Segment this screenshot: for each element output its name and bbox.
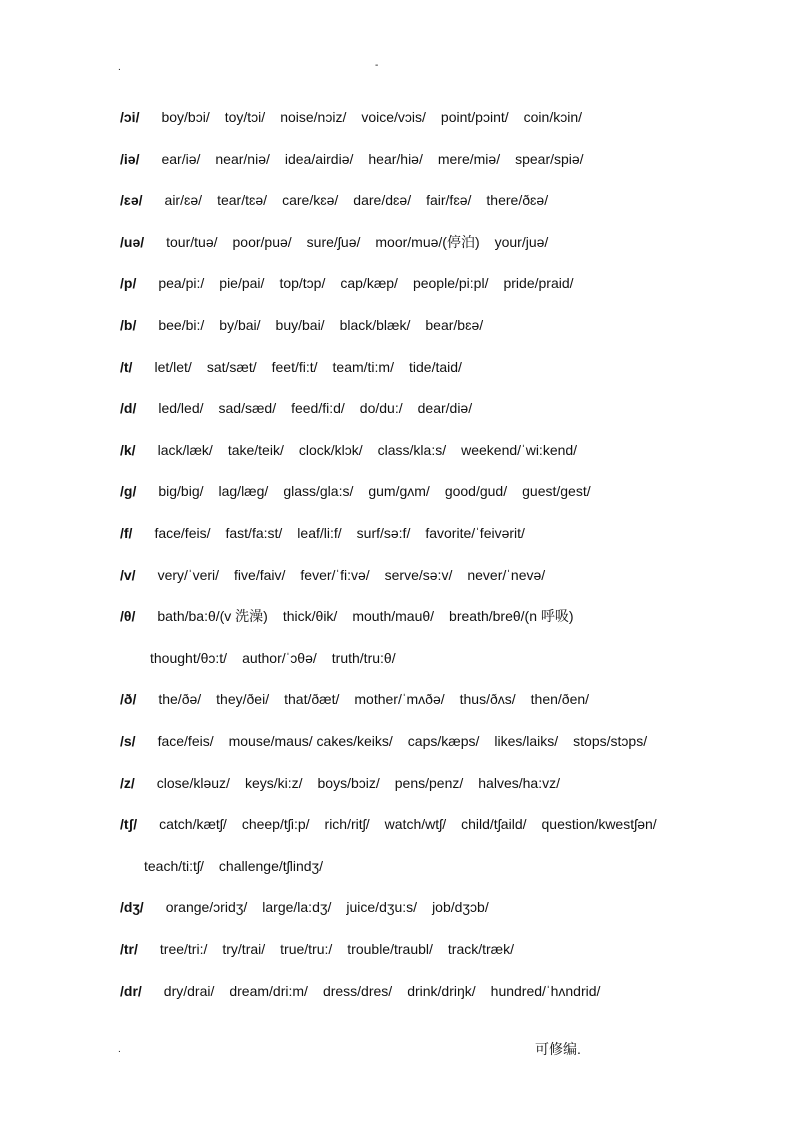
example-word: face/feis/: [157, 733, 214, 749]
example-word: tour/tuə/: [166, 234, 218, 250]
example-word: tree/tri:/: [159, 941, 208, 957]
phoneme-row: [120, 313, 754, 337]
phoneme-symbol: /tr/: [120, 941, 138, 957]
phoneme-symbol: /k/: [120, 442, 136, 458]
example-word: feed/fi:d/: [291, 400, 345, 416]
example-word: orange/ɔridʒ/: [165, 899, 248, 915]
example-word: job/dʒɔb/: [432, 899, 489, 915]
phoneme-row: [120, 895, 754, 919]
example-word: rich/ritʃ/: [324, 816, 370, 832]
example-word: black/blæk/: [339, 317, 411, 333]
example-word: pie/pai/: [219, 275, 265, 291]
example-word: mother/ˈmʌðə/: [354, 691, 445, 707]
example-word: let/let/: [154, 359, 192, 375]
example-word: cap/kæp/: [340, 275, 398, 291]
phoneme-symbol: /dʒ/: [120, 899, 144, 915]
example-word: gum/gʌm/: [368, 483, 430, 499]
example-word: fair/fɛə/: [426, 192, 472, 208]
example-word: sure/ʃuə/: [306, 234, 361, 250]
phoneme-row: [120, 604, 754, 628]
example-word: big/big/: [158, 483, 204, 499]
example-word: keys/ki:z/: [244, 775, 303, 791]
example-word: hundred/ˈhʌndrid/: [490, 983, 601, 999]
example-word: bee/bi:/: [158, 317, 205, 333]
example-word: spear/spiə/: [515, 151, 584, 167]
example-word: author/ˈɔθə/: [242, 650, 317, 666]
example-word: then/ðen/: [530, 691, 590, 707]
phoneme-symbol: /g/: [120, 483, 137, 499]
example-word: mere/miə/: [437, 151, 501, 167]
example-word: weekend/ˈwi:kend/: [461, 442, 578, 458]
example-word: drink/driŋk/: [407, 983, 476, 999]
example-word: caps/kæps/: [407, 733, 480, 749]
example-word: dare/dɛə/: [353, 192, 412, 208]
example-word: noise/nɔiz/: [280, 109, 347, 125]
example-word: your/juə/: [494, 234, 549, 250]
example-word: guest/gest/: [522, 483, 591, 499]
example-word: feet/fi:t/: [271, 359, 318, 375]
phoneme-row: [120, 687, 754, 711]
example-word: people/pi:pl/: [412, 275, 489, 291]
example-word: teach/ti:tʃ/: [144, 858, 204, 874]
example-word: question/kwestʃən/: [541, 816, 657, 832]
phoneme-row: [120, 147, 754, 171]
example-word: ear/iə/: [161, 151, 201, 167]
example-word: sat/sæt/: [206, 359, 257, 375]
example-word: child/tʃaild/: [461, 816, 527, 832]
example-word: idea/airdiə/: [284, 151, 354, 167]
example-word: mouth/mauθ/: [352, 608, 435, 624]
phoneme-row: [120, 479, 754, 503]
example-word: team/ti:m/: [332, 359, 394, 375]
example-word: never/ˈnevə/: [467, 567, 546, 583]
example-word: stops/stɔps/: [573, 733, 648, 749]
header-left-mark: .: [118, 62, 121, 73]
phoneme-symbol: /ð/: [120, 691, 137, 707]
example-word: bath/ba:θ/(v 洗澡): [157, 608, 268, 624]
example-word: take/teik/: [227, 442, 284, 458]
example-word: they/ðei/: [216, 691, 270, 707]
example-word: surf/sə:f/: [356, 525, 411, 541]
example-word: dress/dres/: [322, 983, 393, 999]
example-word: close/kləuz/: [156, 775, 230, 791]
example-word: watch/wtʃ/: [384, 816, 447, 832]
example-word: breath/breθ/(n 呼吸): [449, 608, 574, 624]
example-word: hear/hiə/: [368, 151, 423, 167]
example-word: trouble/traubl/: [347, 941, 433, 957]
example-word: tear/tɛə/: [217, 192, 268, 208]
example-word: challenge/tʃlindʒ/: [218, 858, 324, 874]
phoneme-row: [120, 563, 754, 587]
phoneme-row: [120, 937, 754, 961]
example-word: voice/vɔis/: [361, 109, 426, 125]
example-word: buy/bai/: [275, 317, 325, 333]
phoneme-symbol: /ɔi/: [120, 109, 140, 125]
footer-left-mark: .: [118, 1044, 121, 1055]
example-word: dream/dri:m/: [229, 983, 308, 999]
example-word: clock/klɔk/: [298, 442, 363, 458]
example-word: coin/kɔin/: [523, 109, 582, 125]
phoneme-symbol: /b/: [120, 317, 137, 333]
phoneme-symbol: /iə/: [120, 151, 140, 167]
example-word: pride/praid/: [503, 275, 574, 291]
example-word: catch/kætʃ/: [159, 816, 227, 832]
example-word: cheep/tʃi:p/: [241, 816, 310, 832]
example-word: likes/laiks/: [494, 733, 559, 749]
example-word: five/faiv/: [234, 567, 286, 583]
phoneme-row: [120, 438, 754, 462]
example-word: poor/puə/: [232, 234, 292, 250]
example-word: face/feis/: [154, 525, 211, 541]
example-word: bear/bɛə/: [425, 317, 484, 333]
phoneme-row: [120, 271, 754, 295]
phoneme-row: [120, 396, 754, 420]
phoneme-symbol: /f/: [120, 525, 133, 541]
example-word: boy/bɔi/: [161, 109, 210, 125]
phoneme-row: [120, 355, 754, 379]
phoneme-symbol: /v/: [120, 567, 136, 583]
example-word: lag/læg/: [218, 483, 269, 499]
example-word: point/pɔint/: [440, 109, 509, 125]
example-word: top/tɔp/: [279, 275, 326, 291]
example-word: care/kɛə/: [282, 192, 339, 208]
example-word: sad/sæd/: [218, 400, 277, 416]
example-word: moor/muə/(停泊): [375, 234, 480, 250]
example-word: that/ðæt/: [284, 691, 340, 707]
example-word: tide/taid/: [409, 359, 462, 375]
phoneme-symbol: /uə/: [120, 234, 145, 250]
example-word: boys/bɔiz/: [317, 775, 380, 791]
header-center-mark: -: [375, 60, 379, 71]
example-word: by/bai/: [219, 317, 261, 333]
phoneme-row: [120, 812, 754, 836]
example-word: fever/ˈfi:və/: [300, 567, 370, 583]
example-word: air/ɛə/: [164, 192, 203, 208]
example-word: halves/ha:vz/: [478, 775, 560, 791]
phoneme-symbol: /θ/: [120, 608, 136, 624]
example-word: large/la:dʒ/: [262, 899, 332, 915]
example-word: near/niə/: [215, 151, 270, 167]
phoneme-symbol: /t/: [120, 359, 133, 375]
example-word: class/kla:s/: [377, 442, 447, 458]
example-word: juice/dʒu:s/: [346, 899, 418, 915]
example-word: glass/gla:s/: [283, 483, 354, 499]
example-word: serve/sə:v/: [384, 567, 453, 583]
phoneme-symbol: /dr/: [120, 983, 142, 999]
phoneme-row: [120, 729, 754, 753]
example-word: true/tru:/: [280, 941, 333, 957]
example-word: thick/θik/: [282, 608, 338, 624]
example-word: the/ðə/: [158, 691, 202, 707]
phoneme-symbol: /tʃ/: [120, 816, 138, 832]
phoneme-symbol: /ɛə/: [120, 192, 143, 208]
example-word: favorite/ˈfeivərit/: [425, 525, 525, 541]
example-word: try/trai/: [222, 941, 266, 957]
example-word: very/ˈveri/: [157, 567, 220, 583]
example-word: pea/pi:/: [158, 275, 205, 291]
example-word: fast/fa:st/: [225, 525, 283, 541]
example-word: track/træk/: [447, 941, 515, 957]
example-word: lack/læk/: [157, 442, 213, 458]
example-word: mouse/maus/ cakes/keiks/: [228, 733, 393, 749]
example-word: pens/penz/: [394, 775, 464, 791]
phoneme-symbol: /s/: [120, 733, 136, 749]
example-word: there/ðɛə/: [486, 192, 549, 208]
example-word: do/du:/: [359, 400, 403, 416]
example-word: truth/tru:θ/: [331, 650, 396, 666]
phoneme-row: [144, 854, 754, 878]
example-word: thought/θɔ:t/: [150, 650, 228, 666]
example-word: dear/diə/: [417, 400, 473, 416]
example-word: toy/tɔi/: [224, 109, 266, 125]
phoneme-symbol: /z/: [120, 775, 135, 791]
phoneme-symbol: /p/: [120, 275, 137, 291]
example-word: led/led/: [158, 400, 204, 416]
example-word: thus/ðʌs/: [459, 691, 516, 707]
phoneme-row: [120, 979, 754, 1003]
phoneme-symbol: /d/: [120, 400, 137, 416]
example-word: leaf/li:f/: [297, 525, 342, 541]
footer-text: 可修编.: [535, 1041, 581, 1057]
phoneme-row: [120, 230, 754, 254]
phoneme-row: [120, 521, 754, 545]
example-word: dry/drai/: [163, 983, 215, 999]
phoneme-row: [150, 646, 754, 670]
phoneme-row: [120, 771, 754, 795]
phoneme-row: [120, 105, 754, 129]
phoneme-row: [120, 188, 754, 212]
example-word: good/gud/: [444, 483, 508, 499]
